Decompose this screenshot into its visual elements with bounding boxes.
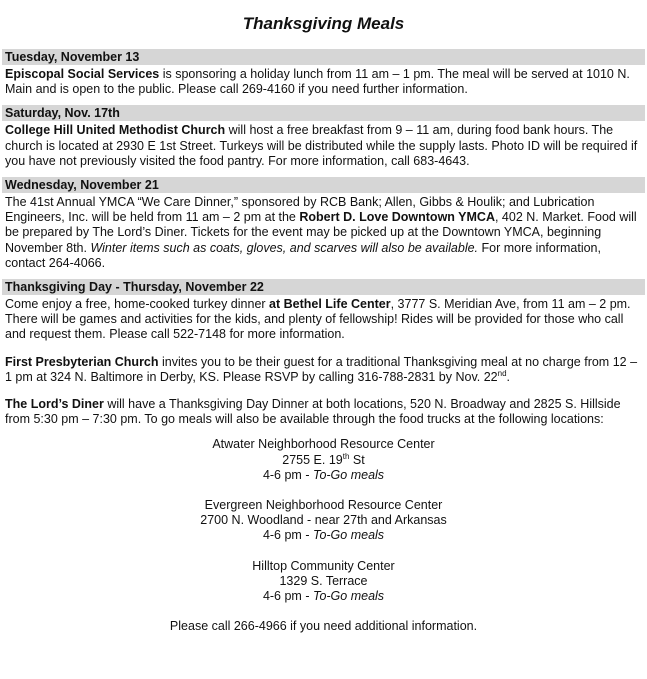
section-header: Saturday, Nov. 17th (2, 105, 645, 121)
body-text: Come enjoy a free, home-cooked turkey dinner (5, 297, 270, 312)
body-text: will host a free breakfast from 9 – 11 am, during food bank hours. The church is located at 2930 E 1st Street. Turkeys will be distributed while the supply lasts. Photo ID will be required if you have not previously visited the food pantry. For more information, call 683-4643. (5, 123, 638, 168)
body-text: For more information, contact 264-4066. (5, 240, 601, 270)
section-body (2, 395, 645, 427)
section-thanksgiving-day (2, 279, 645, 634)
body-text: , 3777 S. Meridian Ave, from 11 am – 2 pm. There will be games and activities for the kids, and plenty of fellowship! Rides will be provided for those who call and request them. Please call 522-7148 for more information. (5, 297, 631, 342)
venue-name: at Bethel Life Center (269, 297, 391, 312)
section-body (2, 295, 645, 343)
section-body (2, 65, 645, 97)
meal-note: To-Go meals (312, 528, 385, 543)
location-name: Hilltop Community Center (252, 558, 395, 573)
ordinal-suffix: th (342, 451, 350, 461)
body-text: invites you to be their guest for a traditional Thanksgiving meal at no charge from 12 – 1 pm at 324 N. Baltimore in Derby, KS. Please RSVP by calling 316-788-2831 by Nov. 22 (5, 354, 638, 384)
location-address (2, 453, 645, 468)
section-header: Thanksgiving Day - Thursday, November 22 (2, 279, 645, 295)
body-text: will have a Thanksgiving Day Dinner at both locations, 520 N. Broadway and 2825 S. Hillside from 5:30 pm – 7:30 pm. To go meals will also be available through the food trucks at the following locations: (5, 397, 621, 427)
page-title: Thanksgiving Meals (242, 14, 405, 33)
location-time (2, 589, 645, 604)
time-text: 4-6 pm - (262, 467, 313, 482)
meal-note: To-Go meals (312, 589, 385, 604)
address-text: St (349, 452, 365, 467)
section-header: Wednesday, November 21 (2, 177, 645, 193)
location-time (2, 468, 645, 483)
body-text: The 41st Annual YMCA “We Care Dinner,” sponsored by RCB Bank; Allen, Gibbs & Houlik; and Lubrication Engineers, Inc. will be held from 11 am – 2 pm at the (5, 195, 595, 225)
location-name: Atwater Neighborhood Resource Center (212, 437, 435, 452)
time-text: 4-6 pm - (262, 528, 313, 543)
section-tuesday (2, 49, 645, 97)
section-header: Tuesday, November 13 (2, 49, 645, 65)
ordinal-suffix: nd (497, 368, 507, 378)
flyer-page (0, 14, 647, 634)
closing-note: Please call 266-4966 if you need additional information. (169, 619, 478, 634)
body-text: is sponsoring a holiday lunch from 11 am – 1 pm. The meal will be served at 1010 N. Main and is open to the public. Please call 269-4160 if you need further information. (5, 67, 630, 97)
location-address: 1329 S. Terrace (279, 573, 368, 588)
location-block-atwater (2, 437, 645, 483)
meal-note: To-Go meals (312, 467, 385, 482)
venue-name: Robert D. Love Downtown YMCA (299, 210, 495, 225)
location-block-hilltop (2, 559, 645, 605)
section-body (2, 353, 645, 385)
organization-name: Episcopal Social Services (5, 67, 160, 81)
time-text: 4-6 pm - (262, 589, 313, 604)
organization-name: College Hill United Methodist Church (5, 123, 226, 138)
address-text: 2755 E. 19 (282, 452, 343, 467)
section-body (2, 121, 645, 169)
location-time (2, 528, 645, 543)
section-wednesday (2, 177, 645, 271)
section-body (2, 193, 645, 271)
organization-name: The Lord’s Diner (5, 397, 104, 412)
organization-name: First Presbyterian Church (5, 354, 159, 369)
location-address: 2700 N. Woodland - near 27th and Arkansas (200, 513, 447, 528)
body-text: . (506, 369, 511, 384)
location-block-evergreen (2, 498, 645, 544)
italic-note: Winter items such as coats, gloves, and scarves will also be available. (90, 240, 479, 255)
body-text: , 402 N. Market. Food will be prepared by The Lord’s Diner. Tickets for the event may be picked up at the Downtown YMCA, beginning November 8th. (5, 210, 637, 255)
section-saturday (2, 105, 645, 169)
location-name: Evergreen Neighborhood Resource Center (204, 498, 443, 513)
